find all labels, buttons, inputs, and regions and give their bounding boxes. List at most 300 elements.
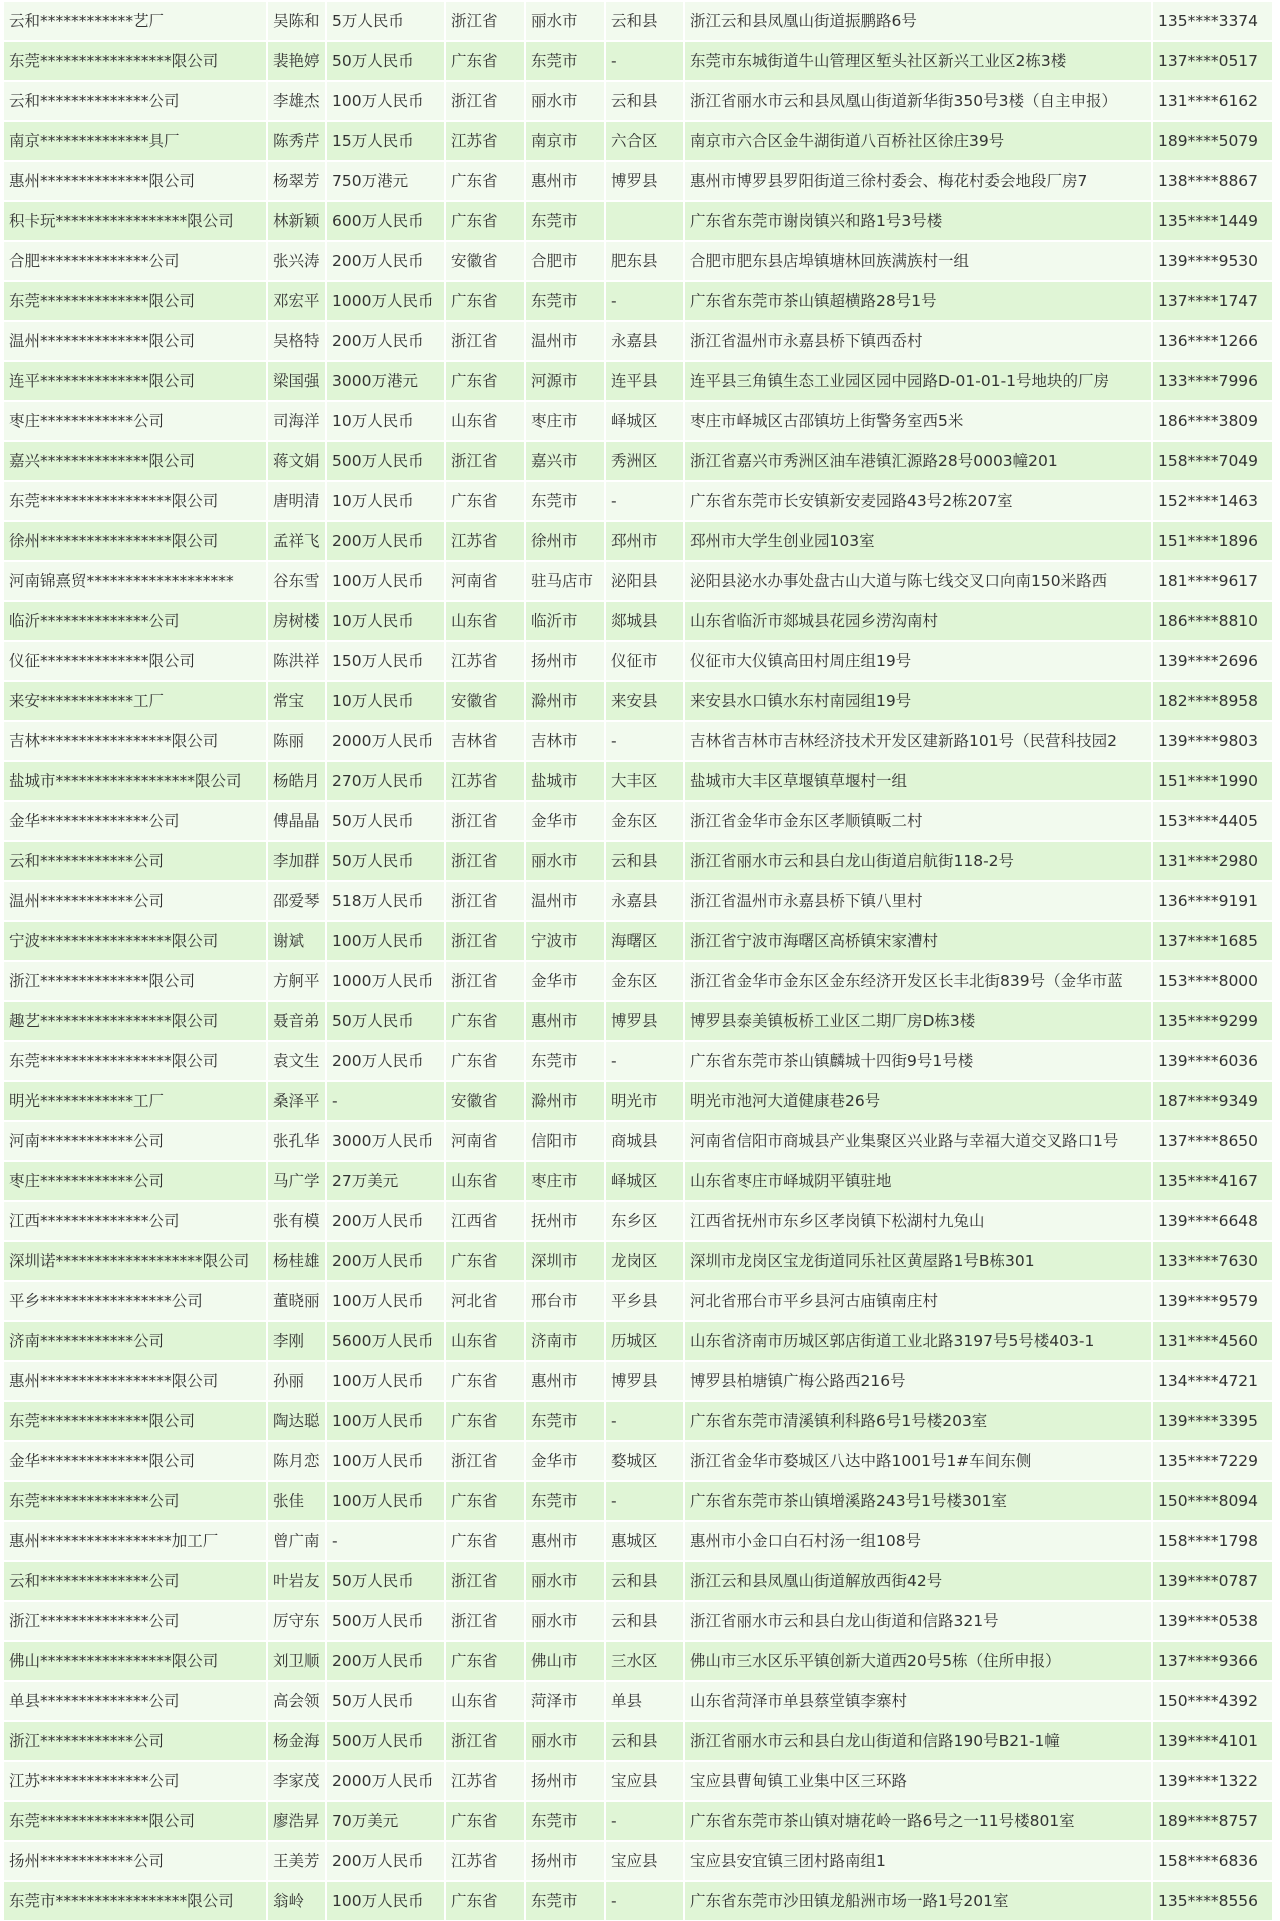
- legal-person-cell: 方舸平: [268, 962, 325, 1000]
- phone-cell: 137****1747: [1153, 282, 1272, 320]
- phone-cell: 133****7630: [1153, 1242, 1272, 1280]
- legal-person-cell: 谷东雪: [268, 562, 325, 600]
- legal-person-cell: 吴格特: [268, 322, 325, 360]
- province-cell: 河北省: [446, 1282, 524, 1320]
- city-cell: 东莞市: [526, 1882, 604, 1920]
- phone-cell: 158****7049: [1153, 442, 1272, 480]
- address-cell: 邳州市大学生创业园103室: [685, 522, 1151, 560]
- company-name-cell: 东莞市*****************限公司: [4, 1882, 266, 1920]
- company-name-cell: 温州************公司: [4, 882, 266, 920]
- phone-cell: 151****1896: [1153, 522, 1272, 560]
- district-cell: 云和县: [606, 842, 683, 880]
- registered-capital-cell: -: [327, 1522, 444, 1560]
- district-cell: 三水区: [606, 1642, 683, 1680]
- registered-capital-cell: 27万美元: [327, 1162, 444, 1200]
- district-cell: 云和县: [606, 2, 683, 40]
- table-row: [4, 721, 1276, 761]
- registered-capital-cell: 500万人民币: [327, 1602, 444, 1640]
- company-name-cell: 趣艺*****************限公司: [4, 1002, 266, 1040]
- registered-capital-cell: 500万人民币: [327, 442, 444, 480]
- province-cell: 广东省: [446, 1522, 524, 1560]
- district-cell: [606, 202, 683, 240]
- company-name-cell: 浙江**************限公司: [4, 962, 266, 1000]
- table-row: [4, 1081, 1276, 1121]
- province-cell: 浙江省: [446, 1722, 524, 1760]
- address-cell: 吉林省吉林市吉林经济技术开发区建新路101号（民营科技园2: [685, 722, 1151, 760]
- city-cell: 东莞市: [526, 1042, 604, 1080]
- province-cell: 安徽省: [446, 242, 524, 280]
- legal-person-cell: 陈月恋: [268, 1442, 325, 1480]
- legal-person-cell: 常宝: [268, 682, 325, 720]
- city-cell: 扬州市: [526, 1762, 604, 1800]
- legal-person-cell: 廖浩昇: [268, 1802, 325, 1840]
- province-cell: 广东省: [446, 1402, 524, 1440]
- table-row: [4, 641, 1276, 681]
- registered-capital-cell: 100万人民币: [327, 562, 444, 600]
- district-cell: 明光市: [606, 1082, 683, 1120]
- city-cell: 邢台市: [526, 1282, 604, 1320]
- registered-capital-cell: 70万美元: [327, 1802, 444, 1840]
- table-row: [4, 1881, 1276, 1921]
- district-cell: -: [606, 1042, 683, 1080]
- province-cell: 广东省: [446, 1362, 524, 1400]
- table-row: [4, 401, 1276, 441]
- province-cell: 浙江省: [446, 2, 524, 40]
- province-cell: 吉林省: [446, 722, 524, 760]
- registered-capital-cell: 100万人民币: [327, 1882, 444, 1920]
- table-row: [4, 1241, 1276, 1281]
- legal-person-cell: 刘卫顺: [268, 1642, 325, 1680]
- district-cell: 峄城区: [606, 1162, 683, 1200]
- registered-capital-cell: 5万人民币: [327, 2, 444, 40]
- province-cell: 广东省: [446, 482, 524, 520]
- address-cell: 广东省东莞市茶山镇超横路28号1号: [685, 282, 1151, 320]
- address-cell: 广东省东莞市茶山镇对塘花岭一路6号之一11号楼801室: [685, 1802, 1151, 1840]
- registered-capital-cell: 100万人民币: [327, 1442, 444, 1480]
- legal-person-cell: 聂音弟: [268, 1002, 325, 1040]
- table-row: [4, 681, 1276, 721]
- district-cell: 云和县: [606, 1602, 683, 1640]
- table-row: [4, 441, 1276, 481]
- address-cell: 浙江省温州市永嘉县桥下镇西岙村: [685, 322, 1151, 360]
- address-cell: 浙江省丽水市云和县白龙山街道启航街118-2号: [685, 842, 1151, 880]
- address-cell: 山东省菏泽市单县蔡堂镇李寨村: [685, 1682, 1151, 1720]
- city-cell: 丽水市: [526, 2, 604, 40]
- legal-person-cell: 房树楼: [268, 602, 325, 640]
- address-cell: 河南省信阳市商城县产业集聚区兴业路与幸福大道交叉路口1号: [685, 1122, 1151, 1160]
- table-row: [4, 1401, 1276, 1441]
- address-cell: 深圳市龙岗区宝龙街道同乐社区黄屋路1号B栋301: [685, 1242, 1151, 1280]
- table-row: [4, 41, 1276, 81]
- phone-cell: 152****1463: [1153, 482, 1272, 520]
- registered-capital-cell: 100万人民币: [327, 1282, 444, 1320]
- company-name-cell: 浙江**************公司: [4, 1602, 266, 1640]
- address-cell: 浙江省宁波市海曙区高桥镇宋家漕村: [685, 922, 1151, 960]
- district-cell: 肥东县: [606, 242, 683, 280]
- table-row: [4, 801, 1276, 841]
- table-row: [4, 1, 1276, 41]
- province-cell: 广东省: [446, 162, 524, 200]
- district-cell: 博罗县: [606, 1362, 683, 1400]
- province-cell: 山东省: [446, 602, 524, 640]
- city-cell: 丽水市: [526, 1602, 604, 1640]
- province-cell: 浙江省: [446, 322, 524, 360]
- phone-cell: 139****1322: [1153, 1762, 1272, 1800]
- district-cell: -: [606, 722, 683, 760]
- district-cell: 仪征市: [606, 642, 683, 680]
- city-cell: 丽水市: [526, 1722, 604, 1760]
- city-cell: 惠州市: [526, 1002, 604, 1040]
- city-cell: 东莞市: [526, 1482, 604, 1520]
- legal-person-cell: 孟祥飞: [268, 522, 325, 560]
- phone-cell: 153****4405: [1153, 802, 1272, 840]
- city-cell: 东莞市: [526, 282, 604, 320]
- city-cell: 惠州市: [526, 1362, 604, 1400]
- company-name-cell: 合肥**************公司: [4, 242, 266, 280]
- province-cell: 广东省: [446, 362, 524, 400]
- province-cell: 河南省: [446, 562, 524, 600]
- company-name-cell: 东莞**************公司: [4, 1482, 266, 1520]
- address-cell: 仪征市大仪镇高田村周庄组19号: [685, 642, 1151, 680]
- table-row: [4, 1281, 1276, 1321]
- registered-capital-cell: -: [327, 1082, 444, 1120]
- phone-cell: 151****1990: [1153, 762, 1272, 800]
- city-cell: 南京市: [526, 122, 604, 160]
- phone-cell: 139****6036: [1153, 1042, 1272, 1080]
- address-cell: 广东省东莞市沙田镇龙船洲市场一路1号201室: [685, 1882, 1151, 1920]
- province-cell: 山东省: [446, 1162, 524, 1200]
- company-name-cell: 浙江************公司: [4, 1722, 266, 1760]
- address-cell: 广东省东莞市谢岗镇兴和路1号3号楼: [685, 202, 1151, 240]
- address-cell: 河北省邢台市平乡县河古庙镇南庄村: [685, 1282, 1151, 1320]
- province-cell: 浙江省: [446, 1442, 524, 1480]
- registered-capital-cell: 50万人民币: [327, 802, 444, 840]
- legal-person-cell: 董晓丽: [268, 1282, 325, 1320]
- registered-capital-cell: 5600万人民币: [327, 1322, 444, 1360]
- registered-capital-cell: 10万人民币: [327, 602, 444, 640]
- phone-cell: 131****2980: [1153, 842, 1272, 880]
- table-row: [4, 1441, 1276, 1481]
- address-cell: 浙江云和县凤凰山街道振鹏路6号: [685, 2, 1151, 40]
- district-cell: 来安县: [606, 682, 683, 720]
- table-row: [4, 1161, 1276, 1201]
- legal-person-cell: 张有模: [268, 1202, 325, 1240]
- company-name-cell: 临沂**************公司: [4, 602, 266, 640]
- district-cell: -: [606, 482, 683, 520]
- district-cell: 郯城县: [606, 602, 683, 640]
- table-row: [4, 961, 1276, 1001]
- address-cell: 惠州市博罗县罗阳街道三徐村委会、梅花村委会地段厂房7: [685, 162, 1151, 200]
- company-name-cell: 深圳诺*******************限公司: [4, 1242, 266, 1280]
- city-cell: 枣庄市: [526, 402, 604, 440]
- phone-cell: 135****3374: [1153, 2, 1272, 40]
- legal-person-cell: 李家茂: [268, 1762, 325, 1800]
- company-name-cell: 佛山*****************限公司: [4, 1642, 266, 1680]
- address-cell: 浙江省金华市金东区孝顺镇畈二村: [685, 802, 1151, 840]
- company-name-cell: 云和************艺厂: [4, 2, 266, 40]
- district-cell: 宝应县: [606, 1842, 683, 1880]
- registered-capital-cell: 10万人民币: [327, 482, 444, 520]
- table-row: [4, 841, 1276, 881]
- legal-person-cell: 厉守东: [268, 1602, 325, 1640]
- legal-person-cell: 杨翠芳: [268, 162, 325, 200]
- district-cell: 商城县: [606, 1122, 683, 1160]
- legal-person-cell: 杨桂雄: [268, 1242, 325, 1280]
- address-cell: 惠州市小金口白石村汤一组108号: [685, 1522, 1151, 1560]
- registered-capital-cell: 1000万人民币: [327, 962, 444, 1000]
- legal-person-cell: 翁岭: [268, 1882, 325, 1920]
- company-name-cell: 惠州**************限公司: [4, 162, 266, 200]
- company-name-cell: 仪征**************限公司: [4, 642, 266, 680]
- company-name-cell: 温州**************限公司: [4, 322, 266, 360]
- address-cell: 浙江省金华市金东区金东经济开发区长丰北街839号（金华市蓝: [685, 962, 1151, 1000]
- city-cell: 滁州市: [526, 1082, 604, 1120]
- registered-capital-cell: 50万人民币: [327, 1562, 444, 1600]
- district-cell: -: [606, 282, 683, 320]
- registered-capital-cell: 100万人民币: [327, 1362, 444, 1400]
- district-cell: 大丰区: [606, 762, 683, 800]
- table-row: [4, 481, 1276, 521]
- city-cell: 滁州市: [526, 682, 604, 720]
- legal-person-cell: 桑泽平: [268, 1082, 325, 1120]
- city-cell: 温州市: [526, 882, 604, 920]
- phone-cell: 135****4167: [1153, 1162, 1272, 1200]
- legal-person-cell: 陈丽: [268, 722, 325, 760]
- province-cell: 广东省: [446, 202, 524, 240]
- company-name-cell: 济南************公司: [4, 1322, 266, 1360]
- phone-cell: 158****6836: [1153, 1842, 1272, 1880]
- province-cell: 浙江省: [446, 842, 524, 880]
- registered-capital-cell: 200万人民币: [327, 1242, 444, 1280]
- province-cell: 广东省: [446, 1042, 524, 1080]
- phone-cell: 139****4101: [1153, 1722, 1272, 1760]
- legal-person-cell: 张孔华: [268, 1122, 325, 1160]
- registered-capital-cell: 200万人民币: [327, 522, 444, 560]
- table-row: [4, 761, 1276, 801]
- district-cell: 单县: [606, 1682, 683, 1720]
- city-cell: 深圳市: [526, 1242, 604, 1280]
- phone-cell: 150****4392: [1153, 1682, 1272, 1720]
- legal-person-cell: 傅晶晶: [268, 802, 325, 840]
- registered-capital-cell: 100万人民币: [327, 1402, 444, 1440]
- province-cell: 山东省: [446, 1682, 524, 1720]
- company-table: [4, 1, 1276, 1921]
- table-row: [4, 1121, 1276, 1161]
- registered-capital-cell: 200万人民币: [327, 1202, 444, 1240]
- district-cell: 龙岗区: [606, 1242, 683, 1280]
- city-cell: 金华市: [526, 962, 604, 1000]
- city-cell: 温州市: [526, 322, 604, 360]
- district-cell: 秀洲区: [606, 442, 683, 480]
- legal-person-cell: 司海洋: [268, 402, 325, 440]
- address-cell: 合肥市肥东县店埠镇塘林回族满族村一组: [685, 242, 1151, 280]
- registered-capital-cell: 100万人民币: [327, 82, 444, 120]
- company-name-cell: 东莞*****************限公司: [4, 482, 266, 520]
- city-cell: 金华市: [526, 1442, 604, 1480]
- district-cell: 泌阳县: [606, 562, 683, 600]
- address-cell: 浙江省丽水市云和县白龙山街道和信路321号: [685, 1602, 1151, 1640]
- province-cell: 安徽省: [446, 1082, 524, 1120]
- address-cell: 浙江省温州市永嘉县桥下镇八里村: [685, 882, 1151, 920]
- address-cell: 博罗县泰美镇板桥工业区二期厂房D栋3楼: [685, 1002, 1151, 1040]
- address-cell: 浙江省嘉兴市秀洲区油车港镇汇源路28号0003幢201: [685, 442, 1151, 480]
- phone-cell: 189****8757: [1153, 1802, 1272, 1840]
- district-cell: 博罗县: [606, 162, 683, 200]
- legal-person-cell: 裴艳婷: [268, 42, 325, 80]
- city-cell: 盐城市: [526, 762, 604, 800]
- company-name-cell: 枣庄************公司: [4, 402, 266, 440]
- district-cell: 历城区: [606, 1322, 683, 1360]
- table-row: [4, 1721, 1276, 1761]
- company-name-cell: 江苏**************公司: [4, 1762, 266, 1800]
- province-cell: 山东省: [446, 1322, 524, 1360]
- district-cell: -: [606, 1882, 683, 1920]
- city-cell: 丽水市: [526, 842, 604, 880]
- legal-person-cell: 李雄杰: [268, 82, 325, 120]
- address-cell: 山东省济南市历城区郭店街道工业北路3197号5号楼403-1: [685, 1322, 1151, 1360]
- table-row: [4, 361, 1276, 401]
- province-cell: 广东省: [446, 1482, 524, 1520]
- city-cell: 扬州市: [526, 1842, 604, 1880]
- city-cell: 济南市: [526, 1322, 604, 1360]
- city-cell: 丽水市: [526, 82, 604, 120]
- district-cell: 惠城区: [606, 1522, 683, 1560]
- registered-capital-cell: 3000万港元: [327, 362, 444, 400]
- phone-cell: 134****4721: [1153, 1362, 1272, 1400]
- phone-cell: 138****8867: [1153, 162, 1272, 200]
- address-cell: 浙江省丽水市云和县白龙山街道和信路190号B21-1幢: [685, 1722, 1151, 1760]
- address-cell: 浙江省金华市婺城区八达中路1001号1#车间东侧: [685, 1442, 1151, 1480]
- legal-person-cell: 杨皓月: [268, 762, 325, 800]
- address-cell: 山东省枣庄市峄城阴平镇驻地: [685, 1162, 1151, 1200]
- city-cell: 吉林市: [526, 722, 604, 760]
- province-cell: 广东省: [446, 1242, 524, 1280]
- province-cell: 山东省: [446, 402, 524, 440]
- city-cell: 东莞市: [526, 42, 604, 80]
- city-cell: 东莞市: [526, 482, 604, 520]
- table-row: [4, 1641, 1276, 1681]
- city-cell: 丽水市: [526, 1562, 604, 1600]
- registered-capital-cell: 2000万人民币: [327, 722, 444, 760]
- city-cell: 徐州市: [526, 522, 604, 560]
- phone-cell: 158****1798: [1153, 1522, 1272, 1560]
- table-row: [4, 1521, 1276, 1561]
- phone-cell: 139****2696: [1153, 642, 1272, 680]
- legal-person-cell: 林新颖: [268, 202, 325, 240]
- city-cell: 信阳市: [526, 1122, 604, 1160]
- legal-person-cell: 杨金海: [268, 1722, 325, 1760]
- city-cell: 驻马店市: [526, 562, 604, 600]
- company-name-cell: 枣庄************公司: [4, 1162, 266, 1200]
- registered-capital-cell: 15万人民币: [327, 122, 444, 160]
- registered-capital-cell: 200万人民币: [327, 322, 444, 360]
- registered-capital-cell: 10万人民币: [327, 682, 444, 720]
- registered-capital-cell: 270万人民币: [327, 762, 444, 800]
- table-row: [4, 1681, 1276, 1721]
- phone-cell: 150****8094: [1153, 1482, 1272, 1520]
- legal-person-cell: 陈秀芹: [268, 122, 325, 160]
- province-cell: 浙江省: [446, 1602, 524, 1640]
- address-cell: 东莞市东城街道牛山管理区堑头社区新兴工业区2栋3楼: [685, 42, 1151, 80]
- address-cell: 浙江云和县凤凰山街道解放西街42号: [685, 1562, 1151, 1600]
- province-cell: 江苏省: [446, 122, 524, 160]
- province-cell: 江苏省: [446, 522, 524, 560]
- company-name-cell: 东莞**************限公司: [4, 282, 266, 320]
- registered-capital-cell: 200万人民币: [327, 1042, 444, 1080]
- company-name-cell: 东莞*****************限公司: [4, 42, 266, 80]
- company-name-cell: 徐州*****************限公司: [4, 522, 266, 560]
- city-cell: 抚州市: [526, 1202, 604, 1240]
- phone-cell: 189****5079: [1153, 122, 1272, 160]
- province-cell: 广东省: [446, 1642, 524, 1680]
- district-cell: 海曙区: [606, 922, 683, 960]
- phone-cell: 186****3809: [1153, 402, 1272, 440]
- registered-capital-cell: 50万人民币: [327, 1682, 444, 1720]
- phone-cell: 139****3395: [1153, 1402, 1272, 1440]
- company-name-cell: 江西**************公司: [4, 1202, 266, 1240]
- province-cell: 浙江省: [446, 962, 524, 1000]
- province-cell: 江西省: [446, 1202, 524, 1240]
- company-name-cell: 嘉兴**************限公司: [4, 442, 266, 480]
- province-cell: 江苏省: [446, 762, 524, 800]
- table-row: [4, 161, 1276, 201]
- phone-cell: 139****9803: [1153, 722, 1272, 760]
- company-name-cell: 吉林*****************限公司: [4, 722, 266, 760]
- registered-capital-cell: 200万人民币: [327, 242, 444, 280]
- legal-person-cell: 吴陈和: [268, 2, 325, 40]
- province-cell: 江苏省: [446, 1842, 524, 1880]
- company-name-cell: 南京**************具厂: [4, 122, 266, 160]
- company-name-cell: 惠州*****************加工厂: [4, 1522, 266, 1560]
- company-name-cell: 河南锦熹贸*******************: [4, 562, 266, 600]
- legal-person-cell: 孙丽: [268, 1362, 325, 1400]
- legal-person-cell: 唐明清: [268, 482, 325, 520]
- phone-cell: 186****8810: [1153, 602, 1272, 640]
- address-cell: 南京市六合区金牛湖街道八百桥社区徐庄39号: [685, 122, 1151, 160]
- province-cell: 广东省: [446, 1002, 524, 1040]
- legal-person-cell: 叶岩友: [268, 1562, 325, 1600]
- address-cell: 山东省临沂市郯城县花园乡涝沟南村: [685, 602, 1151, 640]
- province-cell: 河南省: [446, 1122, 524, 1160]
- table-row: [4, 1001, 1276, 1041]
- registered-capital-cell: 50万人民币: [327, 42, 444, 80]
- company-name-cell: 金华**************公司: [4, 802, 266, 840]
- table-row: [4, 1801, 1276, 1841]
- city-cell: 临沂市: [526, 602, 604, 640]
- table-row: [4, 1601, 1276, 1641]
- registered-capital-cell: 600万人民币: [327, 202, 444, 240]
- registered-capital-cell: 200万人民币: [327, 1642, 444, 1680]
- city-cell: 宁波市: [526, 922, 604, 960]
- phone-cell: 139****9530: [1153, 242, 1272, 280]
- company-name-cell: 扬州************公司: [4, 1842, 266, 1880]
- phone-cell: 139****6648: [1153, 1202, 1272, 1240]
- district-cell: 平乡县: [606, 1282, 683, 1320]
- table-row: [4, 561, 1276, 601]
- legal-person-cell: 张兴涛: [268, 242, 325, 280]
- address-cell: 宝应县曹甸镇工业集中区三环路: [685, 1762, 1151, 1800]
- phone-cell: 181****9617: [1153, 562, 1272, 600]
- company-name-cell: 惠州*****************限公司: [4, 1362, 266, 1400]
- legal-person-cell: 马广学: [268, 1162, 325, 1200]
- address-cell: 广东省东莞市茶山镇麟城十四街9号1号楼: [685, 1042, 1151, 1080]
- company-name-cell: 宁波*****************限公司: [4, 922, 266, 960]
- table-row: [4, 1201, 1276, 1241]
- district-cell: 六合区: [606, 122, 683, 160]
- city-cell: 金华市: [526, 802, 604, 840]
- table-row: [4, 601, 1276, 641]
- company-name-cell: 东莞*****************限公司: [4, 1042, 266, 1080]
